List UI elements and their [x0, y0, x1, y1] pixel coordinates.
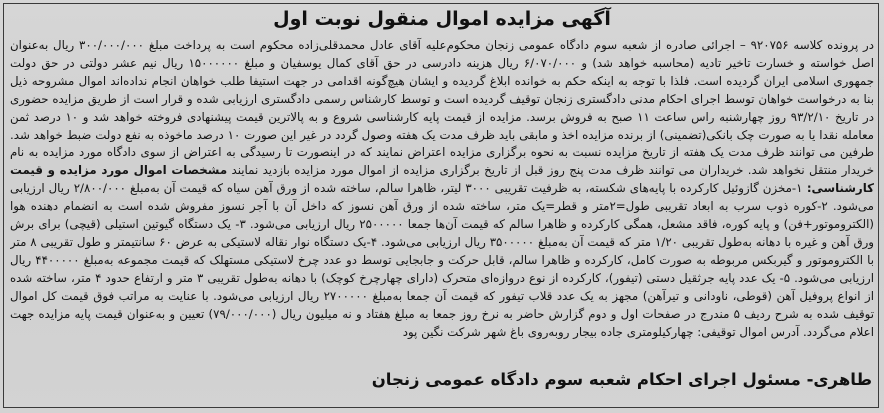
notice-title: آگهی مزایده اموال منقول نوبت اول	[273, 8, 611, 30]
notice-intro-paragraph: در پرونده کلاسه ۹۲۰۷۵۶ – اجرائی صادره از شعبه سوم دادگاه عمومی زنجان محکوم‌علیه آقای عادل محمدقلی‌زاده محکوم است به پرداخت مبلغ ۳۰۰/۰۰۰/۰۰۰ ریال به‌عنوان اصل خواسته و خسارت تاخیر تادیه (محاسبه خواهد شد) و ۶/۰۷۰/۰۰۰ ریال هزینه دادرسی در حق آقای کمال یوسفیان و مبلغ ۱۵۰۰۰۰۰۰ ریال نیم عشر دولتی در حق دولت جمهوری اسلامی ایران گردیده است. فلذا با توجه به اینکه حکم به خوانده ابلاغ گردیده و ایشان هیچ‌گونه اقدامی در جهت استیفا طلب خواهان انجام نداده‌اند اموال مشروحه ذیل بنا به درخواست خواهان توسط اجرای احکام مدنی دادگستری زنجان توقیف گردیده است و توسط کارشناس رسمی دادگستری ارزیابی شده و قرار است از طریق مزایده حضوری در تاریخ ۹۳/۲/۱۰ روز چهارشنبه راس ساعت ۱۱ صبح به فروش برسد. مزایده از قیمت پایه کارشناسی شروع و به پالاترین قیمت پیشنهادی فروخته خواهد شد و ۱۰ درصد ثمن معامله نقدا یا به صورت چک بانکی(تضمینی) از برنده مزایده اخذ و مابقی باید ظرف مدت یک هفته وصول گردد در غیر این صورت ۱۰ درصد ماخوذه به نفع دولت ضبط خواهد شد. طرفین می توانند ظرف مدت یک هفته از تاریخ مزایده نسبت به نحوه برگزاری مزایده اعتراض نمایند که در اینصورت تا رسیدگی به اعتراض از سوی دادگاه مورد مزایده به نام خریدار منتقل نخواهد شد. خریداران می توانند ظرف مدت پنج روز قبل از تاریخ برگزاری مزایده از اموال مورد مزایده بازدید نمایند	[10, 38, 874, 178]
notice-items-paragraph: ۱-مخزن گازوئیل کارکرده با پایه‌های شکسته، به ظرفیت تقریبی ۳۰۰۰ لیتر، ظاهرا سالم، ساخته شده از ورق آهن سیاه که قیمت آن به‌مبلغ ۲/۸۰۰/۰۰۰ ریال ارزیابی می‌شود. ۲-کوره ذوب سرب به ابعاد تقریبی طول=۲متر و قطر=یک متر، ساخته شده از ورق آهن نسوز که داخل آن با آجر نسوز مفروش شده است به انضمام دهنده هوا (الکتروموتور+فن) و پایه کوره، فاقد مشعل، همگی کارکرده و ظاهرا سالم که قیمت آن‌ها جمعا ۲۵۰۰۰۰۰ ریال ارزیابی می‌شود. ۳- یک دستگاه گیوتین استیلی (قیچی) برای برش ورق آهن و غیره با دهانه به‌طول تقریبی ۱/۲۰ متر که قیمت آن به‌مبلغ ۳۵۰۰۰۰۰ ریال ارزیابی می‌شود. ۴-یک دستگاه نوار نقاله لاستیکی به عرض ۶۰ سانتیمتر و طول تقریبی ۸ متر با الکتروموتور و گیربکس مربوطه به صورت کامل، کارکرده و ظاهرا سالم، قابل حرکت و جابجایی توسط دو عدد چرخ لاستیکی مستهلک که قیمت مجموعه به‌مبلغ ۴۴۰۰۰۰۰ ریال ارزیابی می‌شود. ۵- یک عدد پایه جرثقیل دستی (تیفور)، کارکرده از نوع دروازه‌ای متحرک (دارای چهارچرخ کوچک) با دهانه به‌طول تقریبی ۳ متر و ارتفاع حدود ۴ متر، ساخته شده از انواع پروفیل آهن (قوطی، ناودانی و تیرآهن) مجهز به یک عدد قلاب تیفور که قیمت آن جمعا به‌مبلغ ۲۷۰۰۰۰۰ ریال ارزیابی می‌شود. با عنایت به مراتب فوق قیمت کل اموال توقیف شده به شرح ردیف ۵ مندرج در صفحات اول و دوم گزارش حاضر به نرخ روز جمعا به مبلغ هفتاد و نه میلیون ریال (۷۹/۰۰۰/۰۰۰) تعیین و به‌عنوان قیمت پایه مزایده جهت اعلام می‌گردد. آدرس اموال توقیفی: چهارکیلومتری جاده بیجار روبه‌روی باغ شهر شرکت نگین پود	[10, 181, 874, 339]
specs-heading: مشخصات اموال مورد مزایده و قیمت کارشناسی:	[10, 163, 874, 196]
notice-footer-signature: طاهری- مسئول اجرای احکام شعبه سوم دادگاه عمومی زنجان	[371, 370, 872, 389]
notice-body	[10, 37, 874, 361]
